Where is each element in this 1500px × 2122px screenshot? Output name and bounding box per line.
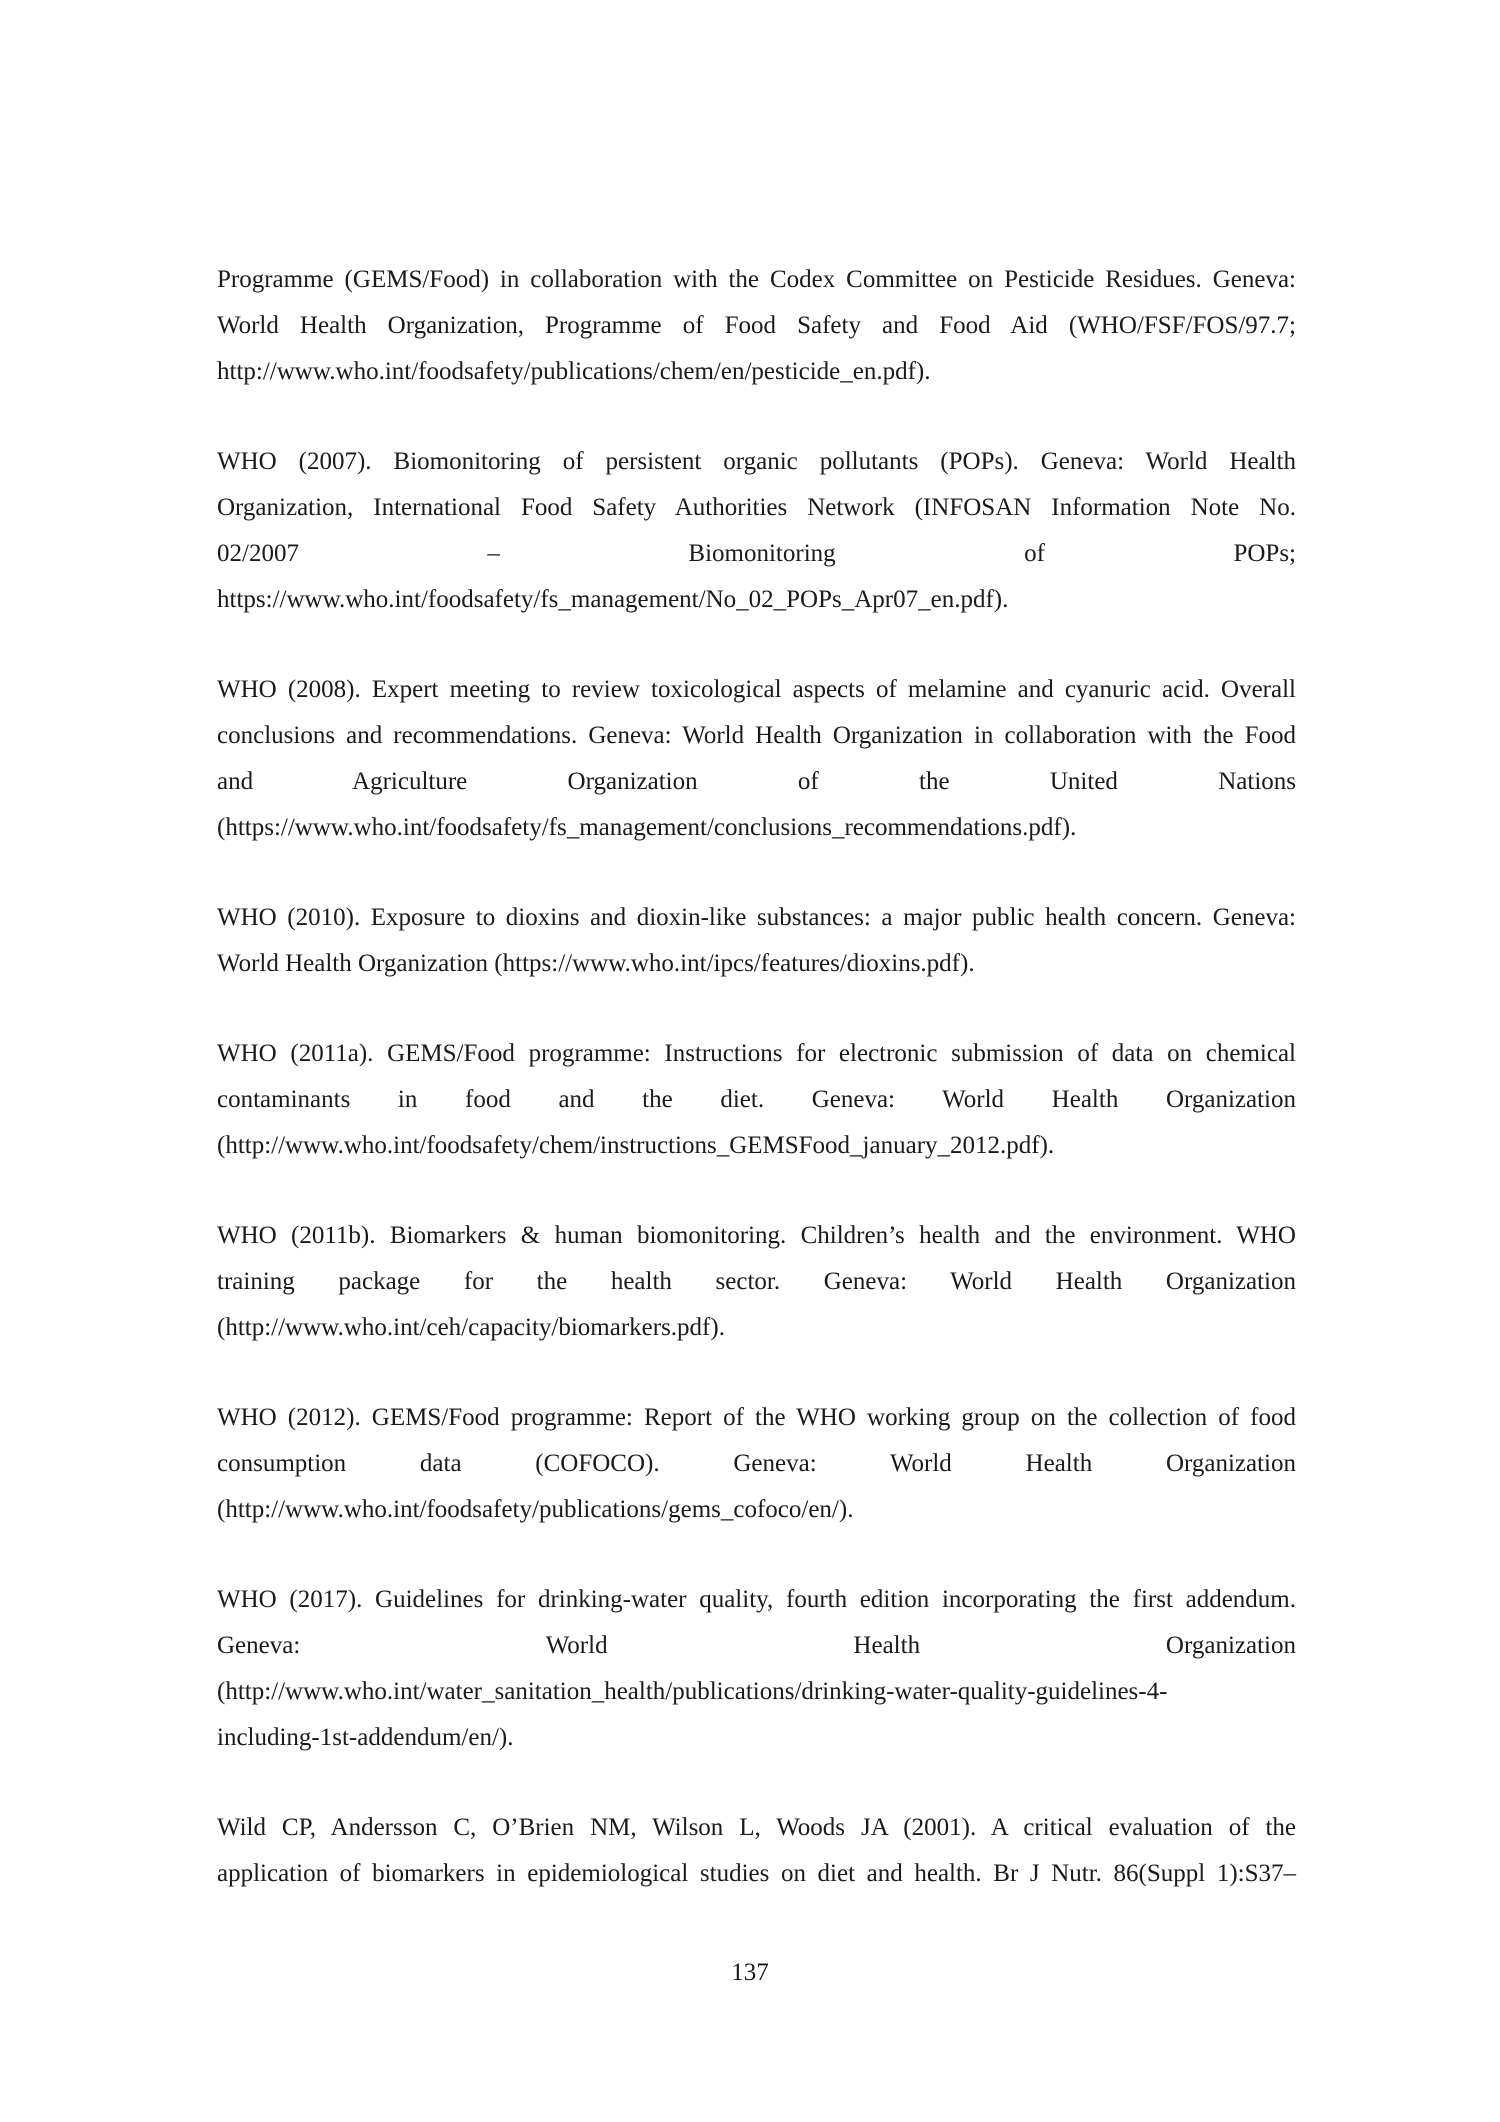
reference-entry — [217, 667, 1296, 851]
reference-list — [217, 257, 1296, 1941]
reference-line: WHO (2011b). Biomarkers & human biomonitoring. Children’s health and the environment. WHO — [217, 1222, 1296, 1249]
reference-line: Organization, International Food Safety Authorities Network (INFOSAN Information Note No. — [217, 494, 1296, 521]
reference-entry — [217, 895, 1296, 987]
reference-line: contaminants in food and the diet. Geneva: World Health Organization — [217, 1086, 1296, 1113]
reference-line: (http://www.who.int/ceh/capacity/biomarkers.pdf). — [217, 1314, 725, 1341]
reference-line: World Health Organization, Programme of Food Safety and Food Aid (WHO/FSF/FOS/97.7; — [217, 312, 1296, 339]
reference-line: World Health Organization (https://www.who.int/ipcs/features/dioxins.pdf). — [217, 950, 975, 977]
reference-line: 02/2007 – Biomonitoring of POPs; — [217, 540, 1296, 567]
reference-line: WHO (2012). GEMS/Food programme: Report of the WHO working group on the collection of food — [217, 1404, 1296, 1431]
reference-line: WHO (2017). Guidelines for drinking-water quality, fourth edition incorporating the first addendum. — [217, 1586, 1296, 1613]
reference-entry — [217, 1577, 1296, 1761]
page-number: 137 — [731, 1959, 769, 1986]
reference-entry — [217, 1395, 1296, 1533]
reference-line: and Agriculture Organization of the United Nations — [217, 768, 1296, 795]
reference-line: including-1st-addendum/en/). — [217, 1724, 514, 1751]
reference-line: (http://www.who.int/foodsafety/chem/instructions_GEMSFood_january_2012.pdf). — [217, 1132, 1055, 1159]
reference-entry — [217, 1031, 1296, 1169]
reference-line: Geneva: World Health Organization — [217, 1632, 1296, 1659]
reference-line: application of biomarkers in epidemiological studies on diet and health. Br J Nutr. 86(Suppl 1):S37– — [217, 1860, 1296, 1887]
reference-line: Wild CP, Andersson C, O’Brien NM, Wilson L, Woods JA (2001). A critical evaluation of the — [217, 1814, 1296, 1841]
reference-entry — [217, 257, 1296, 395]
reference-line: WHO (2010). Exposure to dioxins and dioxin-like substances: a major public health concern. Geneva: — [217, 904, 1296, 931]
reference-line: conclusions and recommendations. Geneva: World Health Organization in collaboration with the Food — [217, 722, 1296, 749]
reference-line: training package for the health sector. Geneva: World Health Organization — [217, 1268, 1296, 1295]
reference-line: http://www.who.int/foodsafety/publications/chem/en/pesticide_en.pdf). — [217, 358, 931, 385]
reference-line: consumption data (COFOCO). Geneva: World Health Organization — [217, 1450, 1296, 1477]
reference-line: WHO (2011a). GEMS/Food programme: Instructions for electronic submission of data on chemical — [217, 1040, 1296, 1067]
reference-line: https://www.who.int/foodsafety/fs_management/No_02_POPs_Apr07_en.pdf). — [217, 586, 1009, 613]
reference-entry — [217, 1805, 1296, 1897]
reference-line: WHO (2007). Biomonitoring of persistent organic pollutants (POPs). Geneva: World Health — [217, 448, 1296, 475]
reference-entry — [217, 1213, 1296, 1351]
reference-line: Programme (GEMS/Food) in collaboration with the Codex Committee on Pesticide Residues. Geneva: — [217, 266, 1296, 293]
reference-line: (http://www.who.int/water_sanitation_health/publications/drinking-water-quality-guidelines-4- — [217, 1678, 1168, 1705]
reference-line: (https://www.who.int/foodsafety/fs_management/conclusions_recommendations.pdf). — [217, 814, 1077, 841]
reference-line: WHO (2008). Expert meeting to review toxicological aspects of melamine and cyanuric acid. Overall — [217, 676, 1296, 703]
reference-entry — [217, 439, 1296, 623]
reference-line: (http://www.who.int/foodsafety/publications/gems_cofoco/en/). — [217, 1496, 854, 1523]
